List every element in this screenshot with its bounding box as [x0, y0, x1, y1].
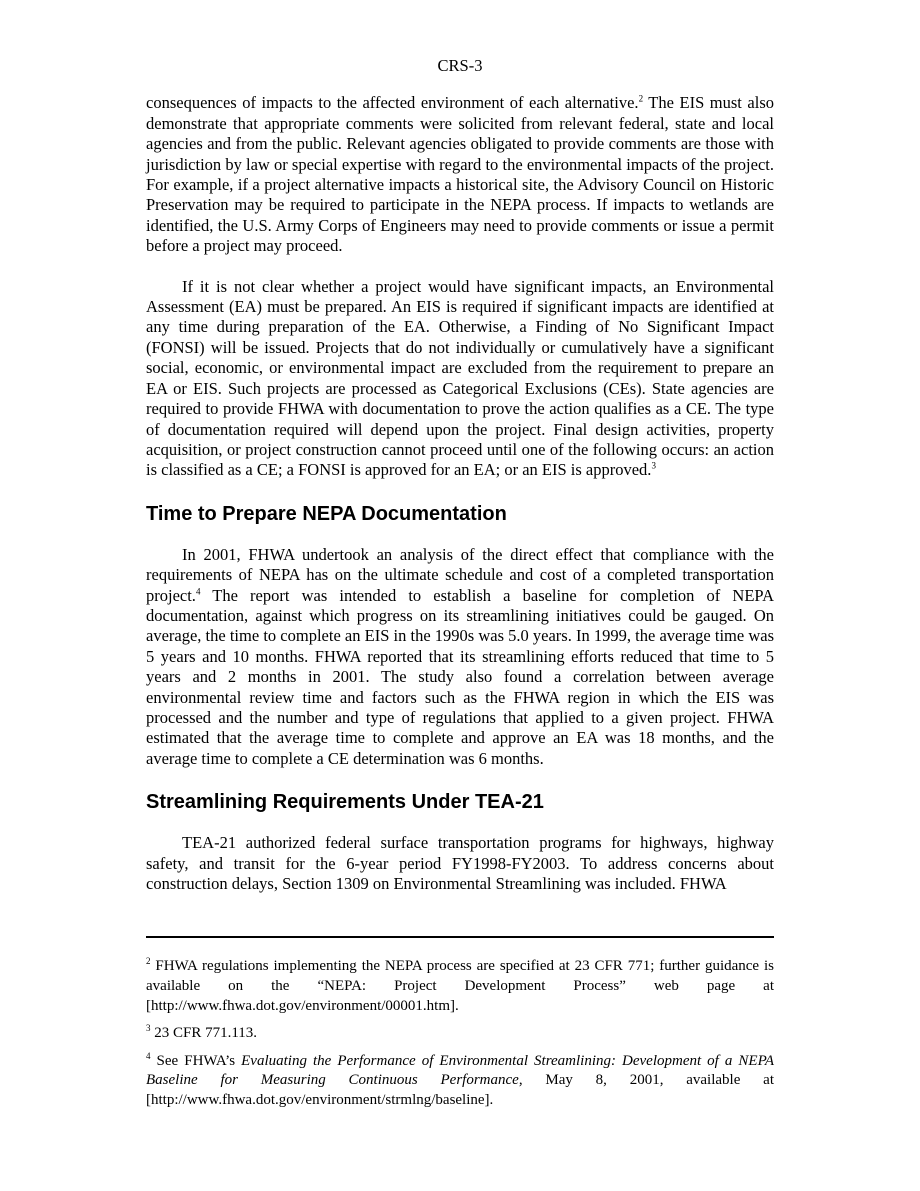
body-paragraph: If it is not clear whether a project would have significant impacts, an Environmental Assessment (EA) must be prepared. An EIS is required if significant impacts are identified at any time during preparation of the EA. Otherwise, a Finding of No Significant Impact (FONSI) will be issued. Projects that do not individually or cumulatively have a significant social, economic, or environmental impact are excluded from the requirement to prepare an EA or EIS. Such projects are processed as Categorical Exclusions (CEs). State agencies are required to provide FHWA with documentation to prove the action qualifies as a CE. The type of documentation required will depend upon the project. Final design activities, property acquisition, or project construction cannot proceed until one of the following occurs: an action is classified as a CE; a FONSI is approved for an EA; or an EIS is approved.$^3$: [146, 276, 774, 480]
body-paragraph: TEA-21 authorized federal surface transportation programs for highways, highway safety, and transit for the 6-year period FY1998-FY2003. To address concerns about construction delays, Section 1309 on Environmental Streamlining was included. FHWA: [146, 833, 774, 893]
footnote: $^3$ 23 CFR 771.113.: [146, 1023, 258, 1042]
footnote-number: 2: [146, 956, 151, 967]
section-heading: Streamlining Requirements Under TEA-21: [146, 791, 544, 814]
footnote-divider: [146, 936, 774, 938]
footnote-ref[interactable]: 2: [638, 93, 644, 104]
body-paragraph: consequences of impacts to the affected environment of each alternative.$^2$ The EIS must also demonstrate that appropriate comments were solicited from relevant federal, state and local agencies and from the public. Relevant agencies obligated to provide comments are those with jurisdiction by law or special expertise with regard to the environmental impacts of the project. For example, if a project alternative impacts a historical site, the Advisory Council on Historic Preservation may be required to participate in the NEPA process. If impacts to wetlands are identified, the U.S. Army Corps of Engineers may need to provide comments or issue a permit before a project may proceed.: [146, 93, 774, 256]
section-heading: Time to Prepare NEPA Documentation: [146, 502, 507, 525]
body-paragraph: In 2001, FHWA undertook an analysis of the direct effect that compliance with the requirements of NEPA has on the ultimate schedule and cost of a completed transportation project.$^4$ The report was intended to establish a baseline for completion of NEPA documentation, against which progress on its streamlining initiatives could be gauged. On average, the time to complete an EIS in the 1990s was 5.0 years. In 1999, the average time was 5 years and 10 months. FHWA reported that its streamlining efforts reduced that time to 5 years and 2 months in 2001. The study also found a correlation between average environmental review time and factors such as the FHWA region in which the EIS was processed and the number and type of regulations that applied to a given project. FHWA estimated that the average time to complete and approve an EA was 18 months, and the average time to complete a CE determination was 6 months.: [146, 544, 774, 768]
footnote: $^2$ FHWA regulations implementing the NEPA process are specified at 23 CFR 771; further guidance is available on the “NEPA: Project Development Process” web page at [http://www.fhwa.dot.gov/environment/00001.htm].: [146, 956, 774, 1014]
report-title: Evaluating the Performance of Environmental Streamlining: Development of a NEPA Baseline for Measuring Continuous Performance: [146, 1052, 774, 1089]
footnote-ref[interactable]: 4: [195, 586, 201, 597]
footnote-ref[interactable]: 3: [651, 460, 656, 471]
document-page: [146, 0, 774, 1119]
footnote-number: 4: [146, 1050, 151, 1061]
page-header: CRS-3: [437, 56, 483, 75]
footnotes: [146, 957, 774, 1110]
footnote: $^4$ See FHWA’s Evaluating the Performance of Environmental Streamlining: Development of a NEPA Baseline for Measuring Continuous Performance, May 8, 2001, available at [http://www.fhwa.dot.gov/environment/strmlng/baseline].: [146, 1050, 774, 1108]
footnote-number: 3: [146, 1023, 151, 1034]
